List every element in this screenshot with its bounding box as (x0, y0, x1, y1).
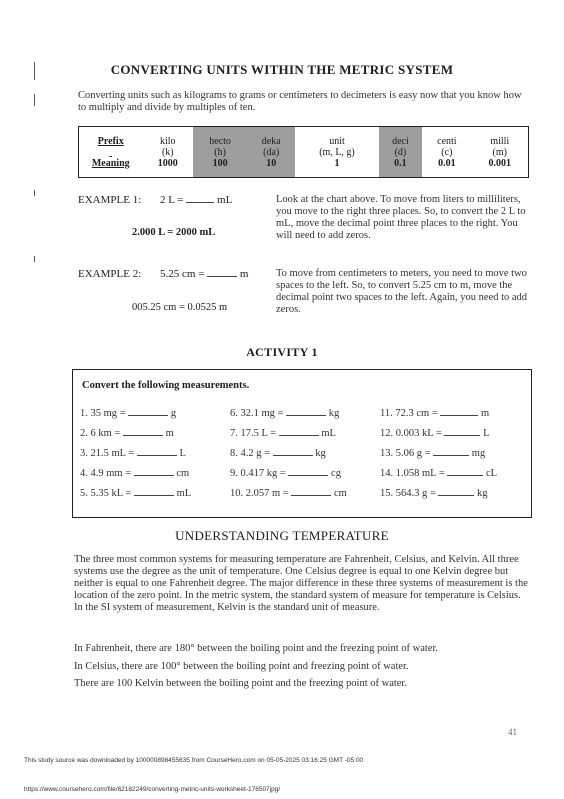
answer-blank[interactable] (444, 427, 480, 436)
answer-blank[interactable] (128, 407, 168, 416)
answer-blank[interactable] (288, 467, 328, 476)
answer-blank[interactable] (207, 268, 237, 277)
answer-blank[interactable] (438, 487, 474, 496)
activity-instruction: Convert the following measurements. (82, 380, 250, 391)
intro-paragraph: Converting units such as kilograms to grams or centimeters to decimeters is easy now that you know how to multiply and divide by multiples of ten. (78, 90, 522, 113)
activity-row: 3. 21.5 mL = L 8. 4.2 g = kg 13. 5.06 g = mg (80, 448, 486, 459)
prefix-col-deka: deka (da) 10 (247, 127, 295, 178)
example-1-problem: 2 L = mL (160, 194, 233, 206)
page-title: CONVERTING UNITS WITHIN THE METRIC SYSTEM (110, 62, 454, 77)
activity-row: 1. 35 mg = g 6. 32.1 mg = kg 11. 72.3 cm = m (80, 408, 490, 419)
answer-blank[interactable] (123, 427, 163, 436)
temperature-line-kelvin: There are 100 Kelvin between the boiling point and the freezing point of water. (74, 678, 407, 689)
answer-blank[interactable] (286, 407, 326, 416)
margin-mark (34, 256, 35, 262)
prefix-col-kilo: kilo (k) 1000 (143, 127, 194, 178)
answer-blank[interactable] (291, 487, 331, 496)
prefix-col-centi: centi (c) 0.01 (422, 127, 471, 178)
answer-blank[interactable] (433, 447, 469, 456)
answer-blank[interactable] (134, 487, 174, 496)
meaning-label: Meaning (91, 157, 130, 169)
prefix-col-deci: deci (d) 0.1 (379, 127, 423, 178)
example-1-label: EXAMPLE 1: (78, 194, 142, 206)
answer-blank[interactable] (440, 407, 478, 416)
example-2-problem: 5.25 cm = m (160, 268, 249, 280)
answer-blank[interactable] (134, 467, 174, 476)
answer-blank[interactable] (186, 194, 214, 203)
example-2-label: EXAMPLE 2: (78, 268, 142, 280)
answer-blank[interactable] (273, 447, 313, 456)
activity-row: 4. 4.9 mm = cm 9. 0.417 kg = cg 14. 1.058 mL = cL (80, 468, 498, 479)
prefix-col-milli: milli (m) 0.001 (472, 127, 529, 178)
example-1-explanation: Look at the chart above. To move from liters to milliliters, you move to the right three places. So, to convert the 2 L to mL, move the decimal point three places to the right. You will need to add zeros. (276, 194, 526, 241)
activity-row: 2. 6 km = m 7. 17.5 L = mL 12. 0.003 kL = L (80, 428, 490, 439)
activity-row: 5. 5.35 kL = mL 10. 2.057 m = cm 15. 564.3 g = kg (80, 488, 488, 499)
activity-heading: ACTIVITY 1 (246, 345, 318, 359)
margin-mark (34, 190, 35, 196)
download-notice: This study source was downloaded by 100000898455635 from CourseHero.com on 05-05-2025 03:16:25 GMT -05:00 (24, 757, 364, 764)
temperature-paragraph: The three most common systems for measuring temperature are Fahrenheit, Celsius, and Kelvin. All three systems use the degree as the unit of temperature. One Celsius degree is equal to one Kelvin degree but neither is equal to one Fahrenheit degree. The major difference in these three systems of measurement is the location of the zero point. In the metric system, the standard system of measure for temperature is Celsius. In the SI system of measurement, Kelvin is the standard unit of measure. (74, 554, 528, 613)
temperature-line-celsius: In Celsius, there are 100° between the boiling point and freezing point of water. (74, 661, 409, 672)
source-url[interactable]: https://www.coursehero.com/file/62182249/converting-metric-units-worksheet-176507jpg/ (24, 786, 281, 793)
example-2-work: 005.25 cm = 0.0525 m (132, 302, 228, 313)
prefix-col-unit: unit (m, L, g) 1 (295, 127, 378, 178)
page-number: 41 (508, 727, 517, 737)
prefix-label: Prefix (97, 135, 124, 147)
prefix-row-labels (79, 127, 143, 178)
margin-mark (34, 94, 35, 106)
temperature-line-fahrenheit: In Fahrenheit, there are 180° between the boiling point and the freezing point of water. (74, 643, 438, 654)
example-1-work: 2.000 L = 2000 mL (132, 227, 216, 238)
example-2-explanation: To move from centimeters to meters, you need to move two spaces to the left. So, to convert 5.25 cm to m, move the decimal point two spaces to the left. Again, you need to add zeros. (276, 268, 528, 315)
prefix-table (78, 126, 529, 178)
activity-grid (80, 399, 530, 499)
answer-blank[interactable] (447, 467, 483, 476)
temperature-heading: UNDERSTANDING TEMPERATURE (175, 528, 389, 543)
answer-blank[interactable] (137, 447, 177, 456)
prefix-col-hecto: hecto (h) 100 (193, 127, 247, 178)
answer-blank[interactable] (279, 427, 319, 436)
